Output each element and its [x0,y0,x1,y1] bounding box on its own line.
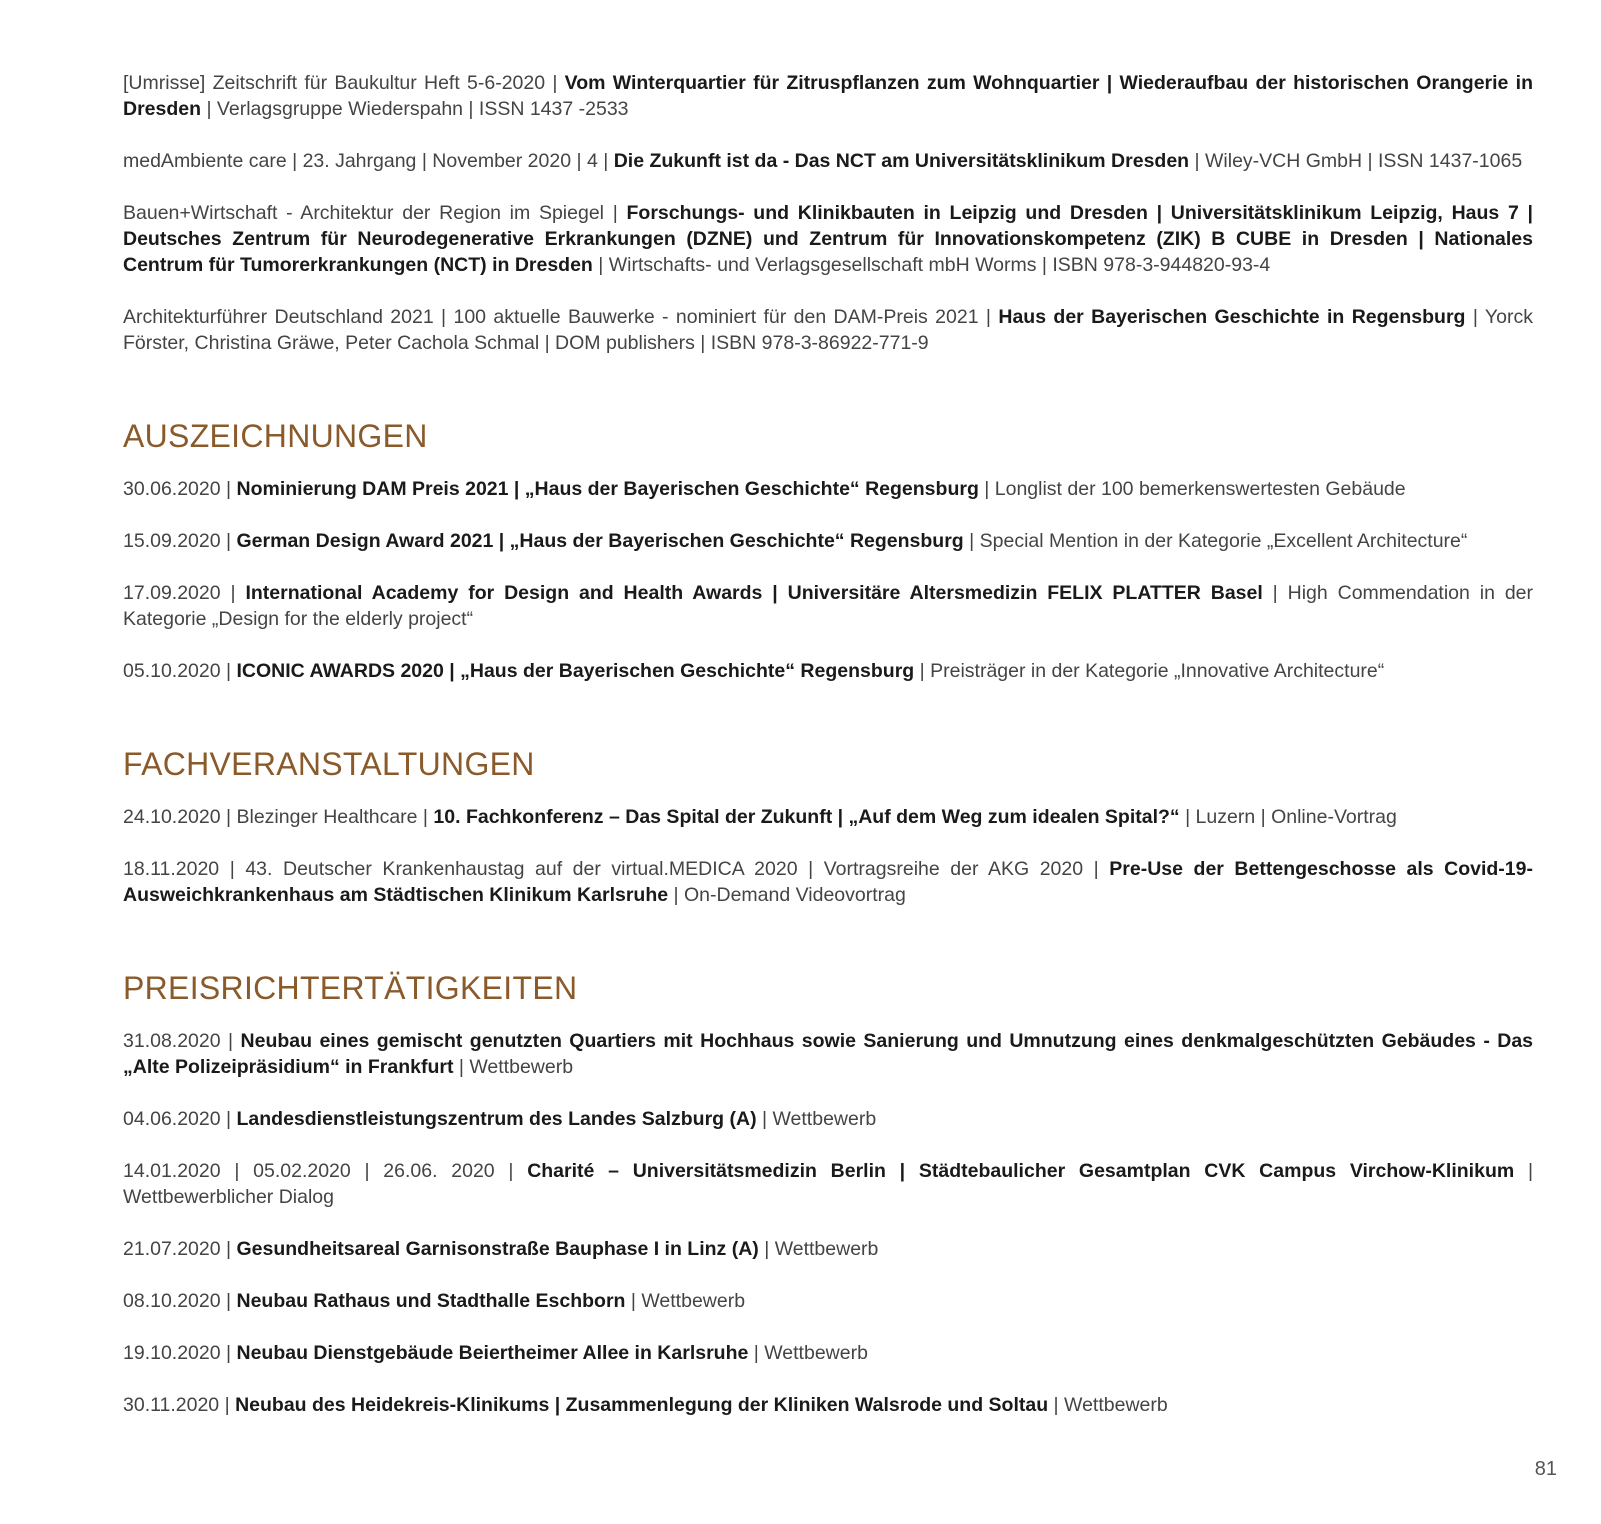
event-entry: 18.11.2020 | 43. Deutscher Krankenhaustag auf der virtual.MEDICA 2020 | Vortragsreihe der AKG 2020 | Pre-Use der Bettengeschosse als Covid-19-Ausweichkrankenhaus am Städtischen Klinikum Karlsruhe | On-Demand Videovortrag [123,858,1533,906]
jury-entry: 14.01.2020 | 05.02.2020 | 26.06. 2020 | Charité – Universitätsmedizin Berlin | Städtebaulicher Gesamtplan CVK Campus Virchow-Klinikum | Wettbewerblicher Dialog [123,1160,1534,1208]
award-entry: 15.09.2020 | German Design Award 2021 | „Haus der Bayerischen Geschichte“ Regensburg | Special Mention in der Kategorie „Excellent Architecture“ [123,530,1468,552]
jury-entry: 19.10.2020 | Neubau Dienstgebäude Beiertheimer Allee in Karlsruhe | Wettbewerb [123,1342,868,1364]
award-entry: 30.06.2020 | Nominierung DAM Preis 2021 | „Haus der Bayerischen Geschichte“ Regensburg | Longlist der 100 bemerkenswertesten Gebäude [123,478,1406,500]
jury-entry: 08.10.2020 | Neubau Rathaus und Stadthalle Eschborn | Wettbewerb [123,1290,746,1312]
awards-list [123,476,1533,684]
event-entry: 24.10.2020 | Blezinger Healthcare | 10. Fachkonferenz – Das Spital der Zukunft | „Auf dem Weg zum idealen Spital?“ | Luzern | Online-Vortrag [123,806,1397,828]
page-number: 81 [1534,1458,1557,1480]
events-list [123,804,1533,908]
publication-entry: Bauen+Wirtschaft - Architektur der Region im Spiegel | Forschungs- und Klinikbauten in Leipzig und Dresden | Universitätsklinikum Leipzig, Haus 7 | Deutsches Zentrum für Neurodegenerative Erkrankungen (DZNE) und Zentrum für Innovationskompetenz (ZIK) B CUBE in Dresden | Nationales Centrum für Tumorerkrankungen (NCT) in Dresden | Wirtschafts- und Verlagsgesellschaft mbH Worms | ISBN 978-3-944820-93-4 [123,202,1533,276]
jury-entry: 04.06.2020 | Landesdienstleistungszentrum des Landes Salzburg (A) | Wettbewerb [123,1108,877,1130]
publication-entry: medAmbiente care | 23. Jahrgang | November 2020 | 4 | Die Zukunft ist da - Das NCT am Universitätsklinikum Dresden | Wiley-VCH GmbH | ISSN 1437-1065 [123,150,1523,172]
jury-entry: 31.08.2020 | Neubau eines gemischt genutzten Quartiers mit Hochhaus sowie Sanierung und Umnutzung eines denkmalgeschützten Gebäudes - Das „Alte Polizeipräsidium“ in Frankfurt | Wettbewerb [123,1030,1534,1078]
jury-entry: 21.07.2020 | Gesundheitsareal Garnisonstraße Bauphase I in Linz (A) | Wettbewerb [123,1238,879,1260]
section-title-jury: PREISRICHTERTÄTIGKEITEN [123,970,578,1006]
jury-list [123,1028,1533,1418]
jury-entry: 30.11.2020 | Neubau des Heidekreis-Klinikums | Zusammenlegung der Kliniken Walsrode und Soltau | Wettbewerb [123,1394,1168,1416]
section-title-awards: AUSZEICHNUNGEN [123,418,428,454]
section-title-events: FACHVERANSTALTUNGEN [123,746,535,782]
award-entry: 17.09.2020 | International Academy for Design and Health Awards | Universitäre Altersmedizin FELIX PLATTER Basel | High Commendation in der Kategorie „Design for the elderly project“ [123,582,1533,630]
publications-list [123,70,1533,356]
document-page [123,70,1533,1444]
publication-entry: Architekturführer Deutschland 2021 | 100 aktuelle Bauwerke - nominiert für den DAM-Preis 2021 | Haus der Bayerischen Geschichte in Regensburg | Yorck Förster, Christina Gräwe, Peter Cachola Schmal | DOM publishers | ISBN 978-3-86922-771-9 [123,306,1533,354]
publication-entry: [Umrisse] Zeitschrift für Baukultur Heft 5-6-2020 | Vom Winterquartier für Zitruspflanzen zum Wohnquartier | Wiederaufbau der historischen Orangerie in Dresden | Verlagsgruppe Wiederspahn | ISSN 1437 -2533 [123,72,1533,120]
award-entry: 05.10.2020 | ICONIC AWARDS 2020 | „Haus der Bayerischen Geschichte“ Regensburg | Preisträger in der Kategorie „Innovative Architecture“ [123,660,1385,682]
